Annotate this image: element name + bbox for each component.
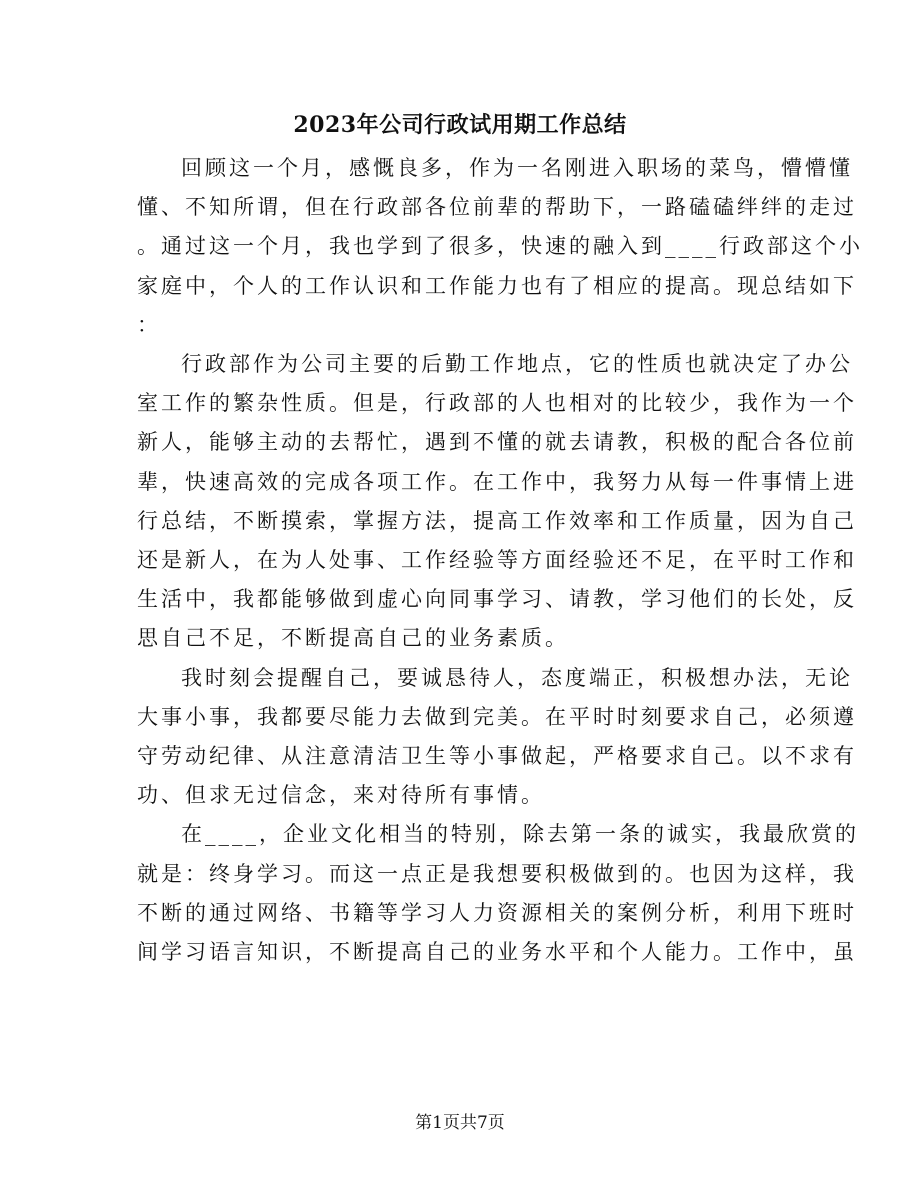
paragraph-line: 思自己不足，不断提高自己的业务素质。 bbox=[137, 626, 569, 651]
paragraph-line: 生活中，我都能够做到虚心向同事学习、请教，学习他们的长处，反 bbox=[137, 587, 857, 612]
paragraph-line: 行总结，不断摸索，掌握方法，提高工作效率和工作质量，因为自己 bbox=[137, 508, 857, 533]
document-title: 2023年公司行政试用期工作总结 bbox=[293, 112, 627, 138]
paragraph-line: 辈，快速高效的完成各项工作。在工作中，我努力从每一件事情上进 bbox=[137, 469, 857, 494]
paragraph-line: 还是新人，在为人处事、工作经验等方面经验还不足，在平时工作和 bbox=[137, 548, 857, 573]
paragraph-line: ： bbox=[137, 312, 161, 337]
paragraph-4 bbox=[137, 815, 859, 972]
paragraph-line: 在____，企业文化相当的特别，除去第一条的诚实，我最欣赏的 bbox=[181, 822, 859, 847]
paragraph-line: 。通过这一个月，我也学到了很多，快速的融入到____行政部这个小 bbox=[137, 234, 863, 259]
paragraph-3 bbox=[137, 659, 857, 816]
page-number-footer: 第1页共7页 bbox=[415, 1113, 505, 1133]
document-body bbox=[137, 149, 863, 972]
paragraph-line: 室工作的繁杂性质。但是，行政部的人也相对的比较少，我作为一个 bbox=[137, 391, 857, 416]
paragraph-line: 懂、不知所谓，但在行政部各位前辈的帮助下，一路磕磕绊绊的走过 bbox=[137, 195, 857, 220]
paragraph-line: 守劳动纪律、从注意清洁卫生等小事做起，严格要求自己。以不求有 bbox=[137, 744, 857, 769]
paragraph-line: 我时刻会提醒自己，要诚恳待人，态度端正，积极想办法，无论 bbox=[181, 665, 853, 690]
paragraph-line: 就是：终身学习。而这一点正是我想要积极做到的。也因为这样，我 bbox=[137, 861, 857, 886]
paragraph-line: 新人，能够主动的去帮忙，遇到不懂的就去请教，积极的配合各位前 bbox=[137, 430, 857, 455]
paragraph-line: 不断的通过网络、书籍等学习人力资源相关的案例分析，利用下班时 bbox=[137, 900, 857, 925]
paragraph-2 bbox=[137, 345, 857, 659]
paragraph-line: 家庭中，个人的工作认识和工作能力也有了相应的提高。现总结如下 bbox=[137, 273, 857, 298]
paragraph-line: 回顾这一个月，感慨良多，作为一名刚进入职场的菜鸟，懵懵懂 bbox=[181, 156, 853, 180]
paragraph-line: 功、但求无过信念，来对待所有事情。 bbox=[137, 783, 545, 808]
paragraph-line: 大事小事，我都要尽能力去做到完美。在平时时刻要求自己，必须遵 bbox=[137, 704, 857, 729]
paragraph-line: 间学习语言知识，不断提高自己的业务水平和个人能力。工作中，虽 bbox=[137, 940, 857, 965]
paragraph-line: 行政部作为公司主要的后勤工作地点，它的性质也就决定了办公 bbox=[181, 352, 853, 377]
paragraph-1 bbox=[137, 149, 863, 345]
